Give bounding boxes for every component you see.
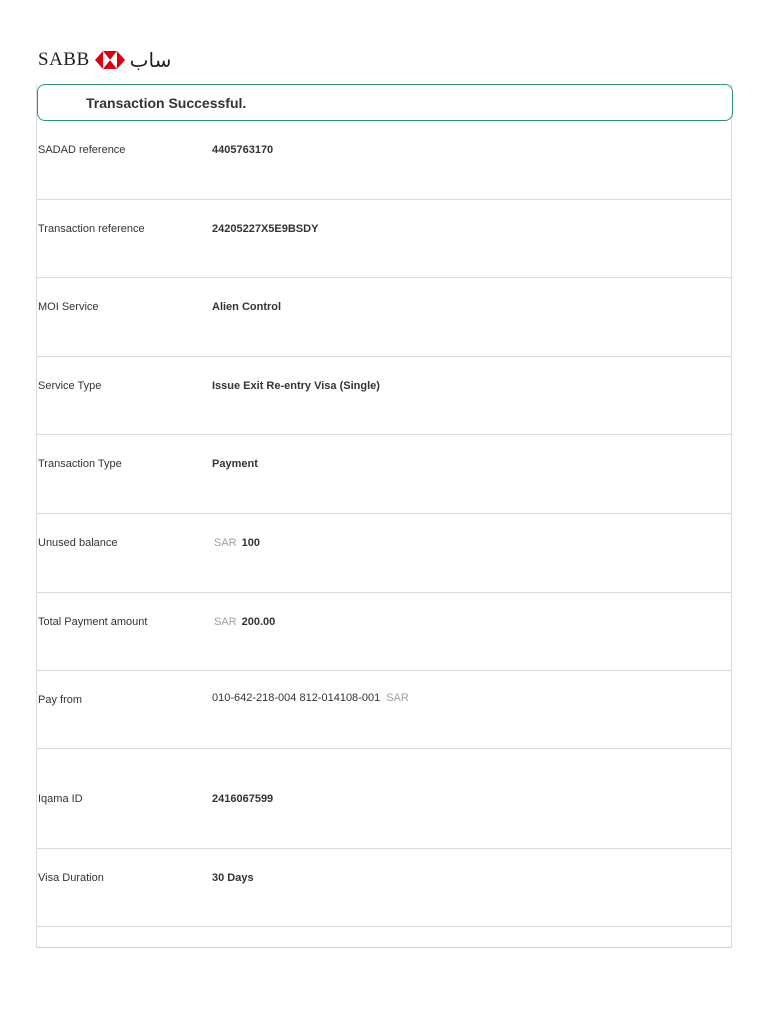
detail-label: Pay from [38, 694, 83, 706]
detail-row-visa-duration [37, 849, 731, 927]
detail-value: 30 Days [212, 872, 254, 884]
detail-value: 4405763170 [212, 144, 274, 156]
detail-value [214, 536, 260, 550]
detail-row-total-payment-amount [37, 593, 731, 671]
detail-value: Alien Control [212, 301, 282, 313]
detail-label: Total Payment amount [38, 616, 148, 628]
detail-row-moi-service [37, 278, 731, 357]
amount-value: 100 [241, 537, 260, 549]
detail-label: Unused balance [38, 537, 118, 549]
detail-label: Service Type [38, 380, 102, 392]
detail-label: SADAD reference [38, 144, 126, 156]
detail-value: Issue Exit Re-entry Visa (Single) [212, 380, 380, 392]
detail-row-service-type [37, 357, 731, 435]
detail-label: Transaction reference [38, 223, 145, 235]
detail-label: MOI Service [38, 301, 99, 313]
success-banner [37, 84, 733, 121]
detail-value [212, 691, 409, 705]
success-message: Transaction Successful. [86, 94, 247, 111]
amount-value: 200.00 [241, 616, 276, 628]
hexagon-logo-icon [95, 49, 125, 71]
detail-row-transaction-type [37, 435, 731, 514]
detail-value: 24205227X5E9BSDY [212, 223, 319, 235]
detail-value [214, 615, 275, 629]
detail-row-sadad-reference [37, 121, 731, 200]
detail-row-transaction-reference [37, 200, 731, 278]
detail-row-iqama-id [37, 749, 731, 849]
account-number: 010-642-218-004 812-014108-001 [212, 692, 381, 704]
sabb-logo [38, 48, 171, 72]
currency-code: SAR [214, 616, 237, 628]
detail-value: 2416067599 [212, 793, 274, 805]
detail-label: Transaction Type [38, 458, 122, 470]
detail-row-unused-balance [37, 514, 731, 593]
detail-row-pay-from [37, 671, 731, 749]
detail-label: Iqama ID [38, 793, 83, 805]
transaction-receipt-card [36, 84, 732, 948]
detail-label: Visa Duration [38, 872, 104, 884]
logo-text-arabic: ساب [129, 48, 172, 72]
currency-code: SAR [214, 537, 237, 549]
logo-text-english: SABB [38, 49, 90, 70]
detail-value: Payment [212, 458, 258, 470]
currency-code: SAR [386, 692, 409, 704]
